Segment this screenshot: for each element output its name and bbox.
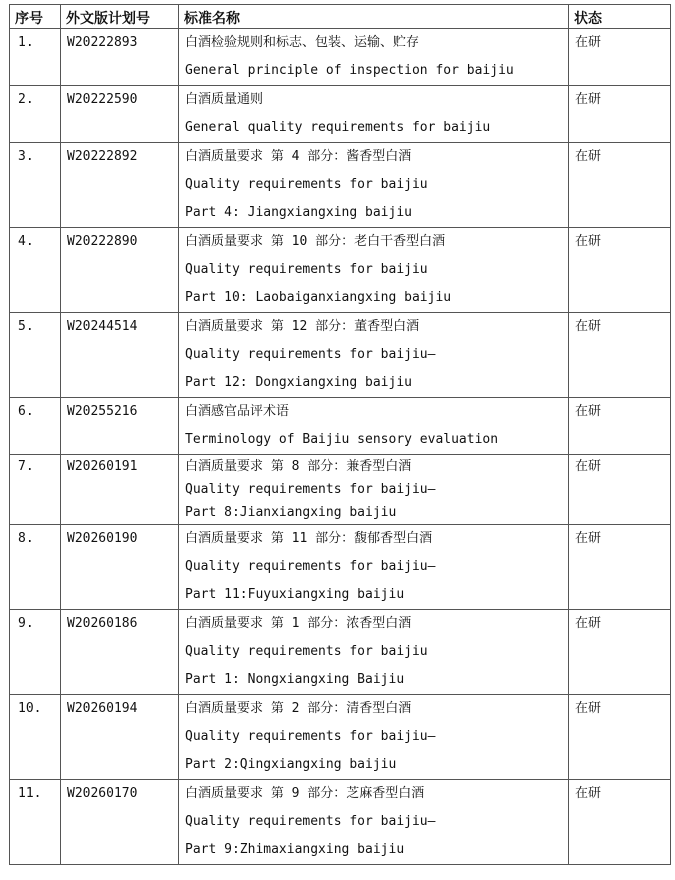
status-cell-text: 在研 [575,459,602,474]
standard-name [179,780,569,865]
table-row [10,86,671,143]
plan-number [61,29,179,86]
status-cell-text: 在研 [575,404,602,419]
standard-name-line: Terminology of Baijiu sensory evaluation [185,432,499,447]
header-status: 状态 [569,5,671,29]
standard-name-line: General quality requirements for baijiu [185,120,491,135]
row-number-text: 1. [18,35,34,50]
row-number [10,780,61,865]
table-row [10,228,671,313]
status-cell-text: 在研 [575,616,602,631]
standard-name [179,143,569,228]
row-number-text: 4. [18,234,34,249]
row-number-text: 11. [18,786,42,801]
plan-number [61,143,179,228]
row-number [10,695,61,780]
plan-number [61,313,179,398]
status-cell [569,610,671,695]
standard-name-line: Quality requirements for baijiu— [185,482,436,497]
status-cell [569,228,671,313]
standard-name [179,86,569,143]
standard-name-line: Quality requirements for baijiu— [185,729,436,744]
status-cell-text: 在研 [575,92,602,107]
standard-name [179,228,569,313]
standard-name-line: Quality requirements for baijiu— [185,347,436,362]
status-cell-text: 在研 [575,319,602,334]
status-cell [569,143,671,228]
status-cell-text: 在研 [575,786,602,801]
row-number [10,143,61,228]
status-cell-text: 在研 [575,531,602,546]
standard-name-line: Quality requirements for baijiu— [185,559,436,574]
plan-number [61,780,179,865]
table-row [10,313,671,398]
plan-number [61,695,179,780]
standard-name-line: 白酒质量要求 第 1 部分：浓香型白酒 [185,616,412,631]
status-cell [569,398,671,455]
plan-number-text: W20222890 [67,234,138,249]
plan-number-text: W20255216 [67,404,138,419]
row-number [10,86,61,143]
plan-number-text: W20222893 [67,35,138,50]
status-cell-text: 在研 [575,35,602,50]
standard-name-line: 白酒质量通则 [185,92,264,107]
plan-number-text: W20244514 [67,319,138,334]
header-plan-no: 外文版计划号 [61,5,179,29]
standard-name-line: Part 10: Laobaiganxiangxing baijiu [185,290,452,305]
table-row [10,695,671,780]
standard-name-line: 白酒质量要求 第 10 部分：老白干香型白酒 [185,234,446,249]
row-number [10,398,61,455]
table-row [10,780,671,865]
standard-name-line: General principle of inspection for baijiu [185,63,514,78]
status-cell [569,29,671,86]
standard-name-line: 白酒质量要求 第 8 部分：兼香型白酒 [185,459,412,474]
standard-name-line: Quality requirements for baijiu [185,644,428,659]
row-number [10,525,61,610]
status-cell [569,86,671,143]
status-cell-text: 在研 [575,149,602,164]
plan-number-text: W20260186 [67,616,138,631]
plan-number [61,228,179,313]
plan-number [61,455,179,525]
table-row [10,525,671,610]
standard-name [179,695,569,780]
row-number [10,455,61,525]
status-cell [569,780,671,865]
status-cell-text: 在研 [575,701,602,716]
standard-name-line: Part 12: Dongxiangxing baijiu [185,375,412,390]
row-number [10,228,61,313]
standards-table [9,4,671,865]
plan-number [61,525,179,610]
standard-name [179,455,569,525]
standard-name-line: Part 11:Fuyuxiangxing baijiu [185,587,405,602]
status-cell [569,695,671,780]
row-number-text: 2. [18,92,34,107]
plan-number [61,610,179,695]
row-number [10,610,61,695]
plan-number [61,398,179,455]
standard-name-line: Part 4: Jiangxiangxing baijiu [185,205,412,220]
standard-name-line: 白酒检验规则和标志、包装、运输、贮存 [185,35,420,50]
row-number [10,29,61,86]
table-row [10,29,671,86]
standard-name-line: 白酒感官品评术语 [185,404,290,419]
standard-name-line: Quality requirements for baijiu [185,262,428,277]
standard-name-line: 白酒质量要求 第 9 部分：芝麻香型白酒 [185,786,425,801]
standard-name-line: Quality requirements for baijiu [185,177,428,192]
status-cell-text: 在研 [575,234,602,249]
row-number-text: 9. [18,616,34,631]
standard-name-line: Part 8:Jianxiangxing baijiu [185,505,397,520]
standard-name-line: Part 9:Zhimaxiangxing baijiu [185,842,405,857]
header-row [10,5,671,29]
standard-name-line: 白酒质量要求 第 2 部分：清香型白酒 [185,701,412,716]
row-number-text: 8. [18,531,34,546]
row-number-text: 10. [18,701,42,716]
row-number-text: 5. [18,319,34,334]
plan-number-text: W20260194 [67,701,138,716]
standard-name-line: Part 1: Nongxiangxing Baijiu [185,672,405,687]
table-row [10,610,671,695]
plan-number-text: W20260191 [67,459,138,474]
standard-name-line: 白酒质量要求 第 12 部分：董香型白酒 [185,319,420,334]
plan-number-text: W20260170 [67,786,138,801]
standard-name-line: Part 2:Qingxiangxing baijiu [185,757,397,772]
header-name: 标准名称 [179,5,569,29]
status-cell [569,525,671,610]
standard-name [179,29,569,86]
standard-name-line: 白酒质量要求 第 4 部分：酱香型白酒 [185,149,412,164]
status-cell [569,455,671,525]
status-cell [569,313,671,398]
standard-name [179,525,569,610]
standard-name-line: 白酒质量要求 第 11 部分：馥郁香型白酒 [185,531,433,546]
header-no: 序号 [10,5,61,29]
row-number-text: 7. [18,459,34,474]
table-body [10,29,671,865]
standard-name [179,610,569,695]
row-number-text: 6. [18,404,34,419]
table-row [10,143,671,228]
plan-number-text: W20260190 [67,531,138,546]
row-number [10,313,61,398]
plan-number-text: W20222892 [67,149,138,164]
plan-number [61,86,179,143]
standard-name-line: Quality requirements for baijiu— [185,814,436,829]
standard-name [179,313,569,398]
standard-name [179,398,569,455]
plan-number-text: W20222590 [67,92,138,107]
table-row [10,455,671,525]
table-row [10,398,671,455]
row-number-text: 3. [18,149,34,164]
